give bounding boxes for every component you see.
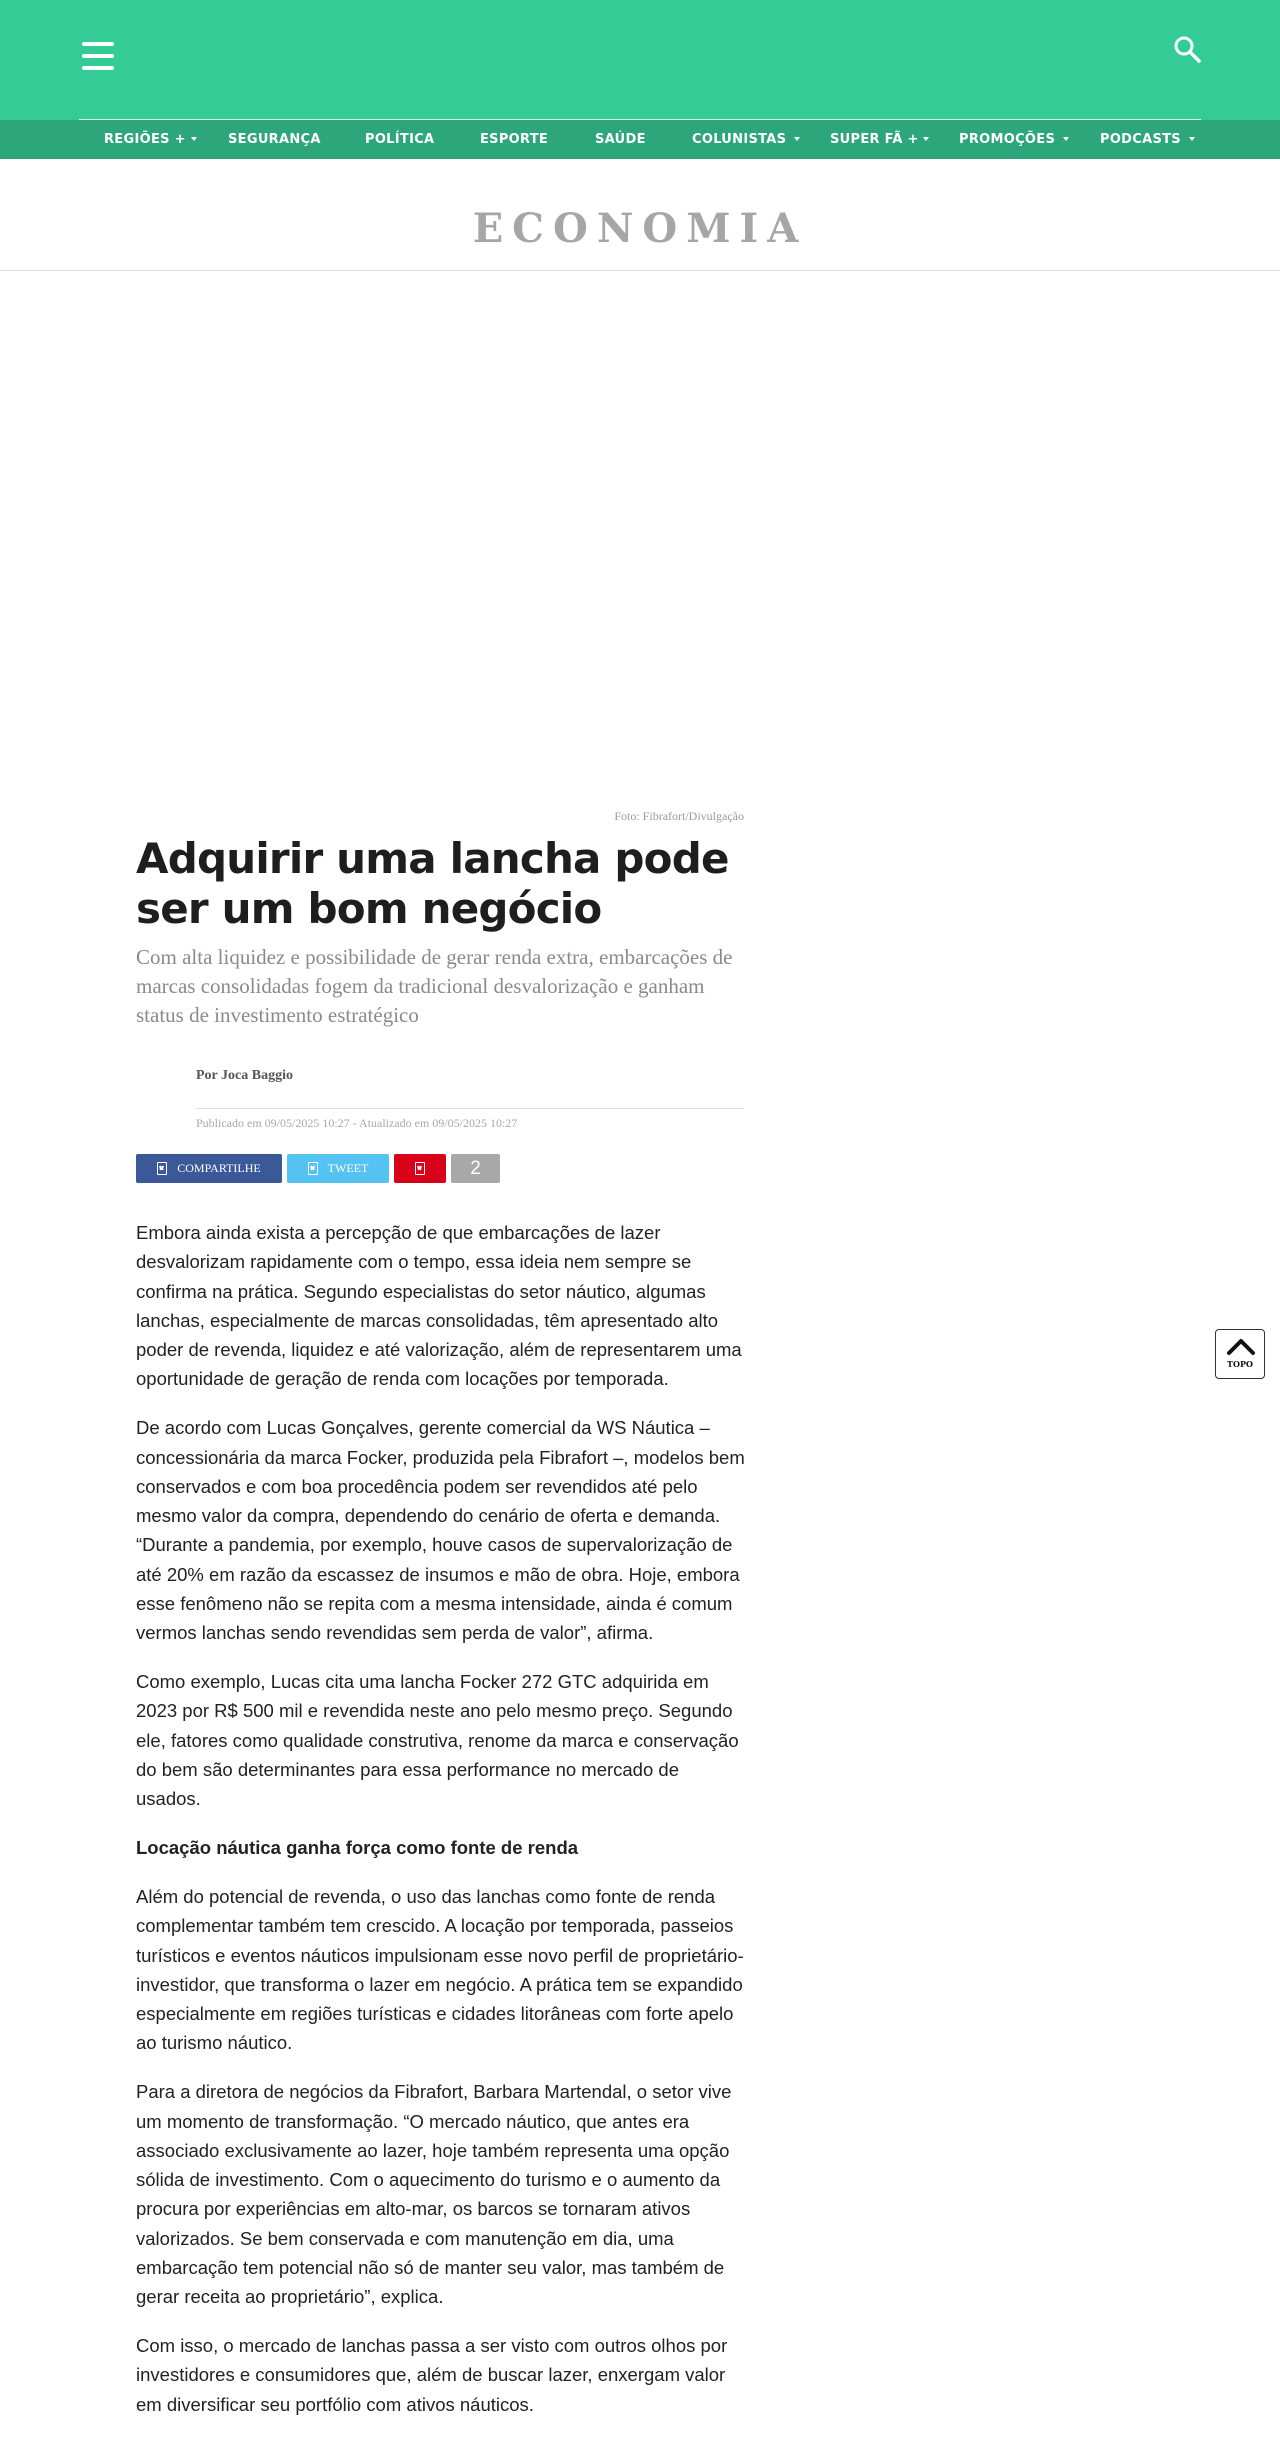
share-count-badge: 2 xyxy=(451,1154,500,1183)
photo-credit: Foto: Fibrafort/Divulgação xyxy=(614,809,744,823)
hamburger-menu-icon[interactable] xyxy=(82,42,114,70)
share-twitter-button[interactable] xyxy=(287,1154,389,1183)
back-to-top-button[interactable] xyxy=(1215,1329,1265,1379)
section-divider xyxy=(0,270,1280,271)
article-subheading: Locação náutica ganha força como fonte de renda xyxy=(136,1837,579,1859)
nav-item-seguranca[interactable]: SEGURANÇA xyxy=(228,132,321,147)
nav-item-regioes[interactable]: REGIÕES + xyxy=(104,132,186,147)
twitter-icon xyxy=(308,1162,318,1175)
share-twitter-label: TWEET xyxy=(327,1161,369,1175)
share-facebook-label: COMPARTILHE xyxy=(177,1161,261,1175)
article-paragraph: Com isso, o mercado de lanchas passa a ser visto com outros olhos por investidores e consumidores que, além de buscar lazer, enxergam valor em diversificar seu portfólio com ativos náuticos. xyxy=(136,2335,728,2415)
facebook-icon xyxy=(157,1162,167,1175)
nav-item-super-fa[interactable]: SUPER FÃ + xyxy=(830,132,919,147)
nav-item-colunistas[interactable]: COLUNISTAS xyxy=(692,132,787,147)
article-paragraph: Embora ainda exista a percepção de que embarcações de lazer desvalorizam rapidamente com o tempo, essa ideia nem sempre se confirma na prática. Segundo especialistas do setor náutico, algumas lanchas, especialmente de marcas consolidadas, têm apresentado alto poder de revenda, liquidez e até valorização, além de representarem uma oportunidade de geração de renda com locações por temporada. xyxy=(136,1222,742,1390)
nav-item-promocoes[interactable]: PROMOÇÕES xyxy=(959,132,1056,147)
section-title[interactable]: ECONOMIA xyxy=(472,205,808,252)
chevron-down-icon[interactable] xyxy=(191,137,197,141)
article-paragraph: De acordo com Lucas Gonçalves, gerente comercial da WS Náutica – concessionária da marca Focker, produzida pela Fibrafort –, modelos bem conservados e com boa procedência podem ser revendidos até pelo mesmo valor da compra, dependendo do cenário de oferta e demanda. “Durante a pandemia, por exemplo, houve casos de supervalorização de até 20% em razão da escassez de insumos e mão de obra. Hoje, embora esse fenômeno não se repita com a mesma intensidade, ainda é comum vermos lanchas sendo revendidas sem perda de valor”, afirma. xyxy=(136,1417,745,1644)
article-body xyxy=(136,1218,748,2438)
chevron-down-icon[interactable] xyxy=(1063,137,1069,141)
article-author: Por Joca Baggio xyxy=(196,1068,293,1083)
article-subtitle: Com alta liquidez e possibilidade de gerar renda extra, embarcações de marcas consolidadas fogem da tradicional desvalorização e ganham status de investimento estratégico xyxy=(136,945,733,1027)
nav-item-saude[interactable]: SAÚDE xyxy=(595,132,646,147)
article-headline: Adquirir uma lancha pode ser um bom negócio xyxy=(136,834,729,933)
chevron-down-icon[interactable] xyxy=(794,137,800,141)
flipboard-icon xyxy=(415,1162,425,1175)
chevron-down-icon[interactable] xyxy=(1189,137,1195,141)
chevron-up-icon xyxy=(1226,1336,1256,1356)
chevron-down-icon[interactable] xyxy=(923,137,929,141)
article-paragraph: Para a diretora de negócios da Fibrafort, Barbara Martendal, o setor vive um momento de transformação. “O mercado náutico, que antes era associado exclusivamente ao lazer, hoje também representa uma opção sólida de investimento. Com o aquecimento do turismo e o aumento da procura por experiências em alto-mar, os barcos se tornaram ativos valorizados. Se bem conservada e com manutenção em dia, uma embarcação tem potencial não só de manter seu valor, mas também de gerar receita ao proprietário”, explica. xyxy=(136,2081,732,2308)
article-dates: Publicado em 09/05/2025 10:27 - Atualizado em 09/05/2025 10:27 xyxy=(196,1116,518,1130)
nav-item-podcasts[interactable]: PODCASTS xyxy=(1100,132,1181,147)
share-flipboard-button[interactable] xyxy=(394,1154,446,1183)
meta-divider xyxy=(196,1108,744,1109)
share-facebook-button[interactable] xyxy=(136,1154,282,1183)
nav-item-esporte[interactable]: ESPORTE xyxy=(480,132,549,147)
back-to-top-label: TOPO xyxy=(1227,1359,1253,1369)
site-header xyxy=(0,0,1280,120)
search-icon[interactable] xyxy=(1172,34,1202,64)
nav-item-politica[interactable]: POLÍTICA xyxy=(365,132,435,147)
article-paragraph: Como exemplo, Lucas cita uma lancha Focker 272 GTC adquirida em 2023 por R$ 500 mil e revendida neste ano pelo mesmo preço. Segundo ele, fatores como qualidade construtiva, renome da marca e conservação do bem são determinantes para essa performance no mercado de usados. xyxy=(136,1671,739,1810)
article-paragraph: Além do potencial de revenda, o uso das lanchas como fonte de renda complementar também tem crescido. A locação por temporada, passeios turísticos e eventos náuticos impulsionam esse novo perfil de proprietário-investidor, que transforma o lazer em negócio. A prática tem se expandido especialmente em regiões turísticas e cidades litorâneas com forte apelo ao turismo náutico. xyxy=(136,1885,744,2054)
